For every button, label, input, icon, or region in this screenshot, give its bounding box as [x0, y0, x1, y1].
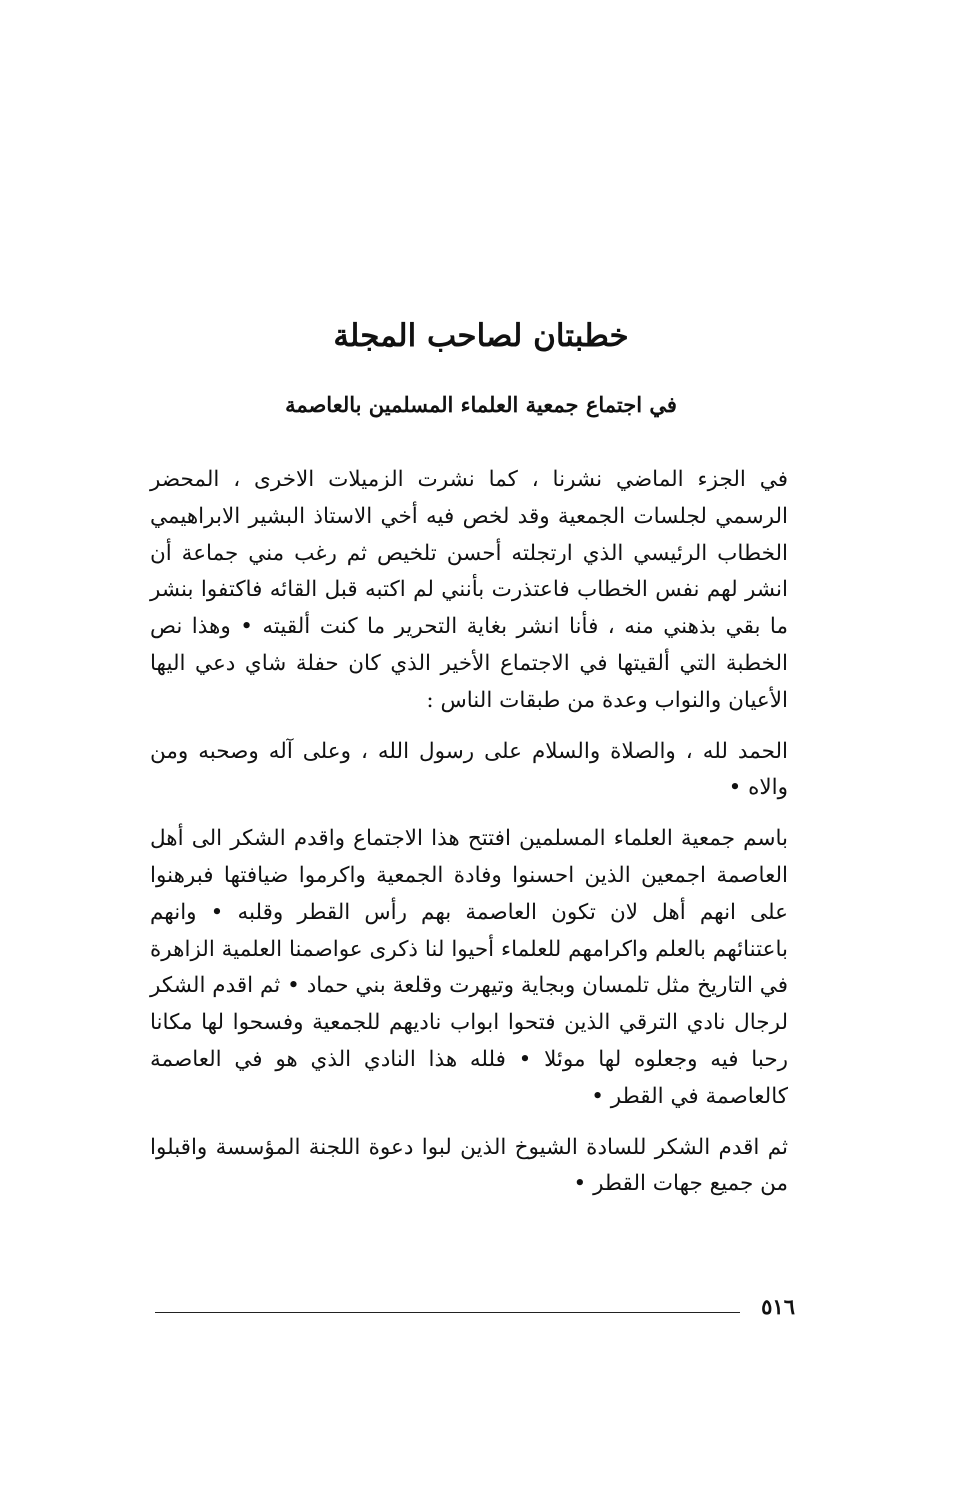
paragraph-intro: في الجزء الماضي نشرنا ، كما نشرت الزميلات الاخرى ، المحضر الرسمي لجلسات الجمعية وقد لخص فيه أخي الاستاذ البشير الابراهيمي الخطاب الرئيسي الذي ارتجلته أحسن تلخيص ثم رغب مني جماعة أن انشر لهم نفس الخطاب فاعتذرت بأنني لم اكتبه قبل القائه فاكتفوا بنشر ما بقي بذهني منه ، فأنا انشر بغاية التحرير ما كنت ألقيته • وهذا نص الخطبة التي ألقيتها في الاجتماع الأخير الذي كان حفلة شاي دعي اليها الأعيان والنواب وعدة من طبقات الناس :	[150, 467, 788, 713]
article-body	[150, 462, 788, 1217]
article-subtitle: في اجتماع جمعية العلماء المسلمين بالعاصمة	[285, 392, 677, 417]
footer-rule	[155, 1312, 740, 1313]
article-title: خطبتان لصاحب المجلة	[333, 318, 629, 354]
paragraph-praise: الحمد لله ، والصلاة والسلام على رسول الله ، وعلى آله وصحبه ومن والاه •	[150, 738, 788, 801]
page-number: ٥١٦	[761, 1294, 795, 1319]
page-footer	[155, 1294, 795, 1324]
paragraph-thanks-elders: ثم اقدم الشكر للسادة الشيوخ الذين لبوا دعوة اللجنة المؤسسة واقبلوا من جميع جهات القطر •	[150, 1134, 788, 1197]
paragraph-thanks-capital: باسم جمعية العلماء المسلمين افتتح هذا الاجتماع واقدم الشكر الى أهل العاصمة اجمعين الذين احسنوا وفادة الجمعية واكرموا ضيافتها فبرهنوا على انهم أهل لان تكون العاصمة بهم رأس القطر وقلبه • وانهم باعتنائهم بالعلم واكرامهم للعلماء أحيوا لنا ذكرى عواصمنا العلمية الزاهرة في التاريخ مثل تلمسان وبجاية وتيهرت وقلعة بني حماد • ثم اقدم الشكر لرجال نادي الترقي الذين فتحوا ابواب ناديهم للجمعية وفسحوا لها مكانا رحبا فيه وجعلوه لها موئلا • فلله هذا النادي الذي هو في العاصمة كالعاصمة في القطر •	[150, 826, 788, 1109]
